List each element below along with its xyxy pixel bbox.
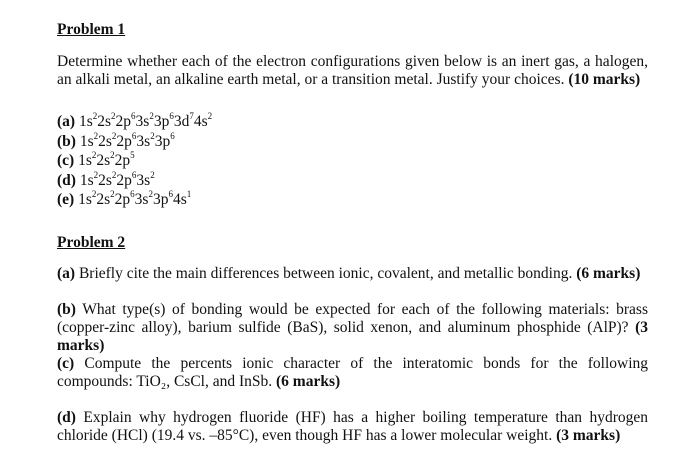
config-label: (a) bbox=[57, 113, 79, 130]
orbital-term: $3p^6$ bbox=[152, 189, 173, 208]
orbital-term: $3s^2$ bbox=[135, 111, 154, 130]
orbital-term: $2s^2$ bbox=[98, 130, 117, 150]
problem-1-title: Problem 1 bbox=[57, 21, 126, 38]
orbital-term: $2s^2$ bbox=[98, 169, 117, 189]
orbital-term: $2p^5$ bbox=[114, 150, 135, 169]
problem-2-title: Problem 2 bbox=[57, 234, 126, 251]
config-label: (d) bbox=[57, 171, 80, 189]
orbital-term: $2s^2$ bbox=[97, 111, 116, 130]
orbital-term: $1s^2$ bbox=[78, 150, 97, 169]
orbital-term: $4s^1$ bbox=[172, 189, 192, 208]
orbital-term: $1s^2$ bbox=[78, 189, 97, 208]
config-label: (b) bbox=[57, 132, 80, 150]
orbital-term: $3s^2$ bbox=[136, 169, 155, 189]
orbital-term: $1s^2$ bbox=[79, 130, 99, 150]
config-label: (e) bbox=[57, 191, 79, 208]
orbital-term: $2p^6$ bbox=[115, 111, 136, 130]
orbital-term: $3p^6$ bbox=[154, 130, 175, 150]
problem-2-part-a: (a) Briefly cite the main differences between ionic, covalent, and metallic bonding. (6 marks) bbox=[57, 265, 641, 282]
problem-2-part-d: (d) Explain why hydrogen fluoride (HF) has a higher boiling temperature than hydrogen chloride (HCl) (19.4 vs. –85°C), even though HF has a lower molecular weight. (3 marks) bbox=[57, 409, 648, 444]
orbital-term: $3d^7$ bbox=[173, 111, 194, 130]
orbital-term: $3s^2$ bbox=[134, 189, 153, 208]
orbital-term: $2p^6$ bbox=[116, 169, 137, 189]
electron-configuration-d bbox=[57, 171, 155, 190]
electron-configuration-e bbox=[57, 190, 191, 209]
orbital-term: $2s^2$ bbox=[96, 189, 115, 208]
orbital-term: $1s^2$ bbox=[79, 169, 99, 189]
orbital-term: $2p^6$ bbox=[114, 189, 135, 208]
orbital-term: $2p^6$ bbox=[116, 130, 137, 150]
electron-configuration-a bbox=[57, 112, 212, 131]
orbital-term: $1s^2$ bbox=[78, 111, 98, 130]
electron-configuration-c bbox=[57, 151, 135, 170]
problem-1-intro: Determine whether each of the electron configurations given below is an inert gas, a halogen, an alkali metal, an alkaline earth metal, or a transition metal. Justify your choices. (10 marks) bbox=[57, 53, 648, 88]
orbital-term: $2s^2$ bbox=[96, 150, 115, 169]
problem-2-part-b: (b) What type(s) of bonding would be expected for each of the following materials: brass (copper-zinc alloy), barium sulfide (BaS), solid xenon, and aluminum phosphide (AlP)? (3 marks) bbox=[57, 301, 648, 354]
orbital-term: $3s^2$ bbox=[136, 130, 155, 150]
config-label: (c) bbox=[57, 152, 79, 169]
orbital-term: $4s^2$ bbox=[193, 111, 213, 130]
problem-2-part-c: (c) Compute the percents ionic character of the interatomic bonds for the following compounds: TiO₂, CsCl, and InSb. (6 marks) bbox=[57, 355, 648, 390]
electron-configuration-b bbox=[57, 132, 175, 151]
orbital-term: $3p^6$ bbox=[153, 111, 174, 130]
